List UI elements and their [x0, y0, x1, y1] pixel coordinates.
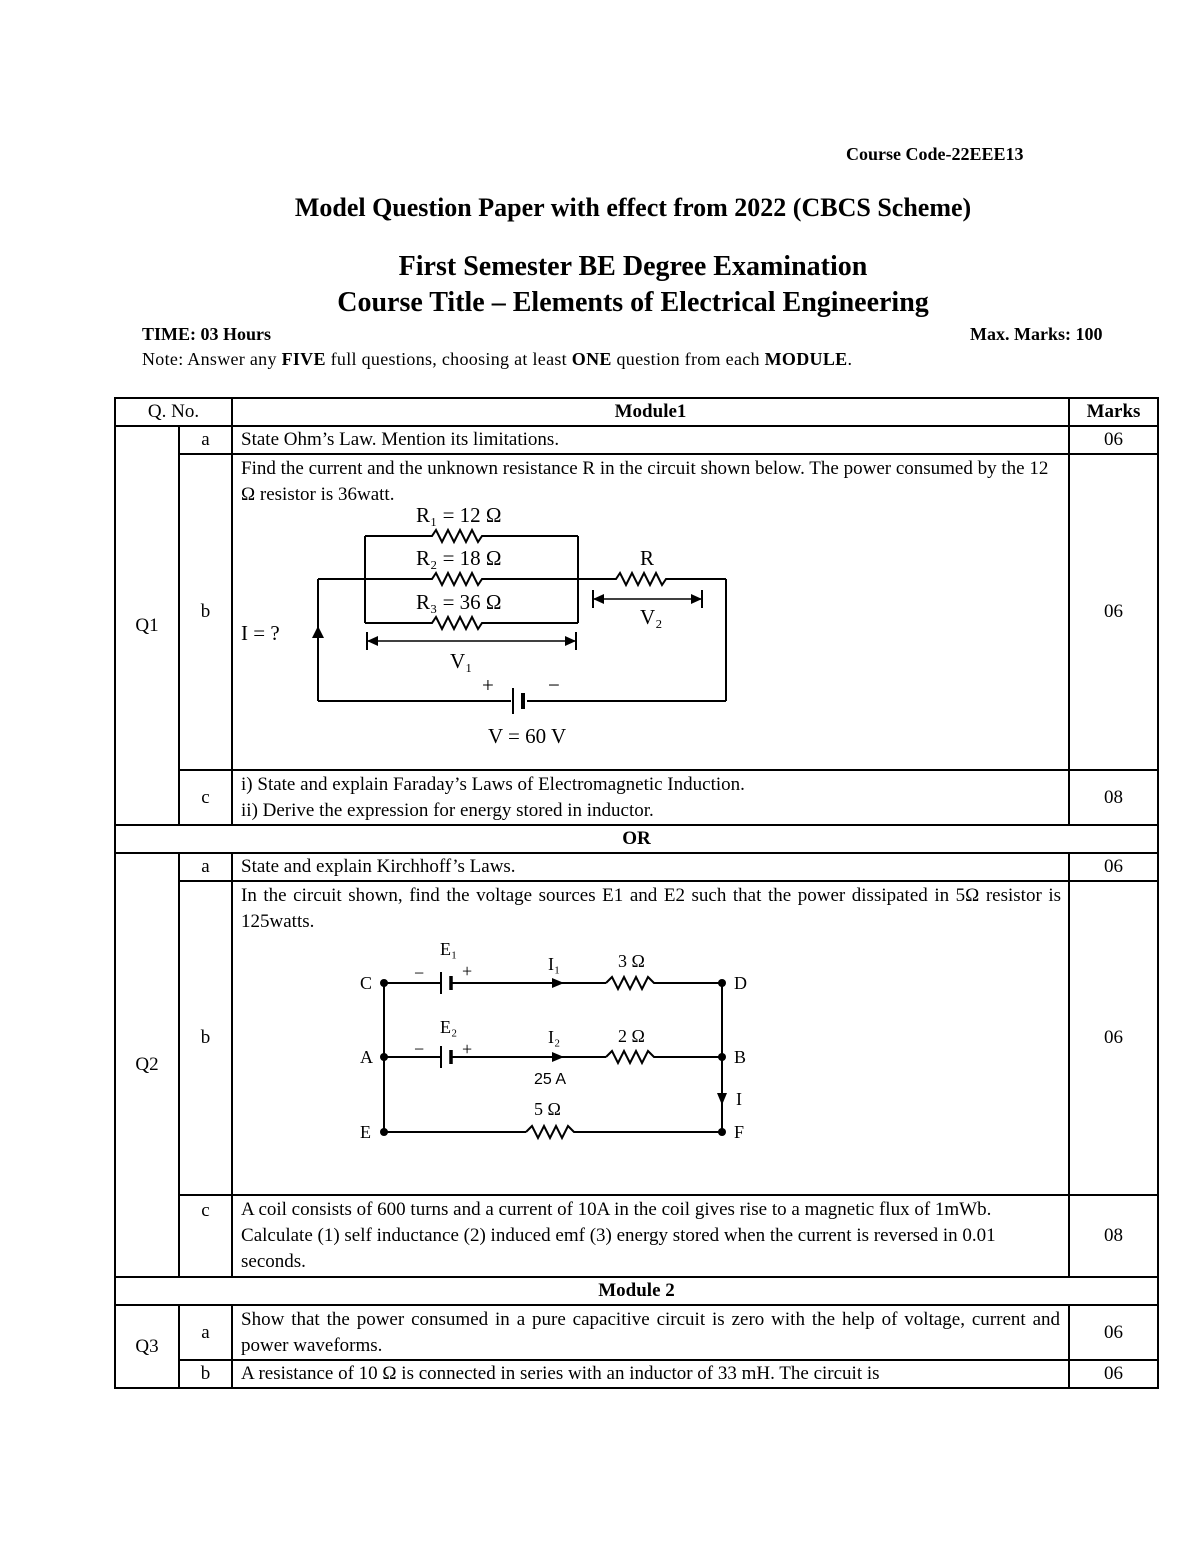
- label-minus: −: [548, 673, 560, 697]
- label-plus: +: [462, 961, 473, 981]
- label-plus: +: [482, 673, 494, 697]
- node-e: [380, 1128, 388, 1136]
- resistor-r2: [365, 573, 578, 585]
- col-module1: Module1: [232, 398, 1069, 426]
- question-cell: [232, 770, 1069, 825]
- label-node-c: C: [360, 973, 373, 993]
- col-marks: Marks: [1069, 398, 1158, 426]
- question-marks: 08: [1069, 1195, 1158, 1277]
- current-arrow-i: [717, 1093, 727, 1105]
- node-c: [380, 979, 388, 987]
- question-marks: 06: [1069, 881, 1158, 1195]
- note-part: FIVE: [281, 349, 326, 369]
- label-node-a: A: [360, 1047, 374, 1067]
- current-arrow: [312, 626, 324, 638]
- label-node-f: F: [734, 1122, 745, 1142]
- or-row: [115, 825, 1158, 853]
- table-header-row: [115, 398, 1158, 426]
- question-text: In the circuit shown, find the voltage sources E1 and E2 such that the power dissipated in 5Ω resistor is 125watts.: [241, 885, 1062, 932]
- arrow-head: [367, 636, 378, 646]
- note-part: full questions, choosing at least: [325, 349, 572, 369]
- resistor-r3: [365, 617, 578, 629]
- or-separator: OR: [115, 825, 1158, 853]
- resistor-3-ohm: [606, 977, 722, 989]
- note-part: .: [847, 349, 853, 369]
- label-i1: I₁: [548, 954, 561, 974]
- course-title: Course Title – Elements of Electrical Engineering: [337, 287, 929, 318]
- current-arrow-i2: [552, 1052, 564, 1062]
- exam-title: First Semester BE Degree Examination: [398, 251, 868, 282]
- note-part: question from each: [611, 349, 765, 369]
- paper-title: Model Question Paper with effect from 2022 (CBCS Scheme): [294, 193, 972, 222]
- question-number: Q1: [115, 426, 179, 825]
- label-source: V = 60 V: [488, 724, 567, 748]
- label-3-ohm: 3 Ω: [618, 951, 645, 971]
- instructions-note: [142, 349, 852, 370]
- module-row: [115, 1277, 1158, 1305]
- table-row: [115, 1360, 1158, 1388]
- label-v1: V₁: [450, 649, 473, 673]
- label-node-d: D: [734, 973, 748, 993]
- label-r1: R₁ = 12 Ω: [416, 503, 502, 527]
- label-5-ohm: 5 Ω: [534, 1099, 561, 1119]
- question-marks: 08: [1069, 770, 1158, 825]
- label-r: R: [640, 546, 655, 570]
- label-minus: −: [414, 1039, 425, 1059]
- label-node-e: E: [360, 1122, 372, 1142]
- col-qno: Q. No.: [115, 398, 232, 426]
- question-marks: 06: [1069, 426, 1158, 454]
- question-text: i) State and explain Faraday’s Laws of Electromagnetic Induction.: [241, 773, 745, 795]
- question-text: A coil consists of 600 turns and a current of 10A in the coil gives rise to a magnetic flux of 1mWb. Calculate (1) self inductance (2) induced emf (3) energy stored when the current is reversed in 0.01 seconds.: [232, 1195, 1069, 1277]
- question-text: A resistance of 10 Ω is connected in series with an inductor of 33 mH. The circuit is: [232, 1360, 1069, 1388]
- node-f: [718, 1128, 726, 1136]
- question-number: Q2: [115, 853, 179, 1277]
- label-i: I: [736, 1089, 743, 1109]
- course-code: Course Code-22EEE13: [846, 144, 1024, 164]
- question-marks: 06: [1069, 853, 1158, 881]
- resistor-r: [578, 573, 726, 585]
- label-current: I = ?: [241, 621, 280, 645]
- table-row: [115, 454, 1158, 770]
- table-row: [115, 1305, 1158, 1360]
- table-row: [115, 770, 1158, 825]
- resistor-r1: [365, 530, 578, 542]
- sub-question-label: a: [179, 853, 232, 881]
- resistor-2-ohm: [606, 1051, 722, 1063]
- sub-question-label: a: [179, 1305, 232, 1360]
- table-row: [115, 1195, 1158, 1277]
- label-node-b: B: [734, 1047, 747, 1067]
- question-cell: [232, 881, 1069, 1195]
- sub-question-label: a: [179, 426, 232, 454]
- label-current-value: 25 A: [534, 1071, 567, 1088]
- question-marks: 06: [1069, 1360, 1158, 1388]
- label-v2: V₂: [640, 605, 663, 629]
- resistor-5-ohm: [526, 1126, 722, 1138]
- table-row: [115, 881, 1158, 1195]
- question-text: Find the current and the unknown resistance R in the circuit shown below. The power consumed by the 12 Ω resistor is 36watt.: [241, 458, 1049, 505]
- question-number: Q3: [115, 1305, 179, 1388]
- label-plus: +: [462, 1039, 473, 1059]
- label-e2: E₂: [440, 1017, 458, 1037]
- arrow-head: [691, 594, 702, 604]
- note-part: Note: Answer any: [142, 349, 282, 369]
- question-marks: 06: [1069, 454, 1158, 770]
- question-cell: [232, 454, 1069, 770]
- question-table: [114, 397, 1159, 1389]
- label-e1: E₁: [440, 939, 458, 959]
- node-b: [718, 1053, 726, 1061]
- label-2-ohm: 2 Ω: [618, 1026, 645, 1046]
- question-marks: 06: [1069, 1305, 1158, 1360]
- label-i2: I₂: [548, 1027, 561, 1047]
- question-text: ii) Derive the expression for energy stored in inductor.: [241, 799, 654, 821]
- node-d: [718, 979, 726, 987]
- question-text: State and explain Kirchhoff’s Laws.: [232, 853, 1069, 881]
- sub-question-label: b: [179, 454, 232, 770]
- circuit-diagram-1: [236, 498, 796, 748]
- label-r2: R₂ = 18 Ω: [416, 546, 502, 570]
- sub-question-label: c: [179, 1195, 232, 1277]
- label-r3: R₃ = 36 Ω: [416, 590, 502, 614]
- sub-question-label: b: [179, 881, 232, 1195]
- circuit-diagram-2: [236, 935, 796, 1185]
- table-row: [115, 853, 1158, 881]
- question-text: State Ohm’s Law. Mention its limitations.: [232, 426, 1069, 454]
- max-marks: Max. Marks: 100: [970, 324, 1103, 344]
- label-minus: −: [414, 963, 425, 983]
- module-2-header: Module 2: [115, 1277, 1158, 1305]
- table-row: [115, 426, 1158, 454]
- current-arrow-i1: [552, 978, 564, 988]
- arrow-head: [565, 636, 576, 646]
- exam-time: TIME: 03 Hours: [142, 324, 272, 344]
- sub-question-label: b: [179, 1360, 232, 1388]
- node-a: [380, 1053, 388, 1061]
- note-part: ONE: [571, 349, 612, 369]
- arrow-head: [593, 594, 604, 604]
- question-text: Show that the power consumed in a pure capacitive circuit is zero with the help of voltage, current and power waveforms.: [232, 1305, 1069, 1360]
- sub-question-label: c: [179, 770, 232, 825]
- note-part: MODULE: [764, 349, 848, 369]
